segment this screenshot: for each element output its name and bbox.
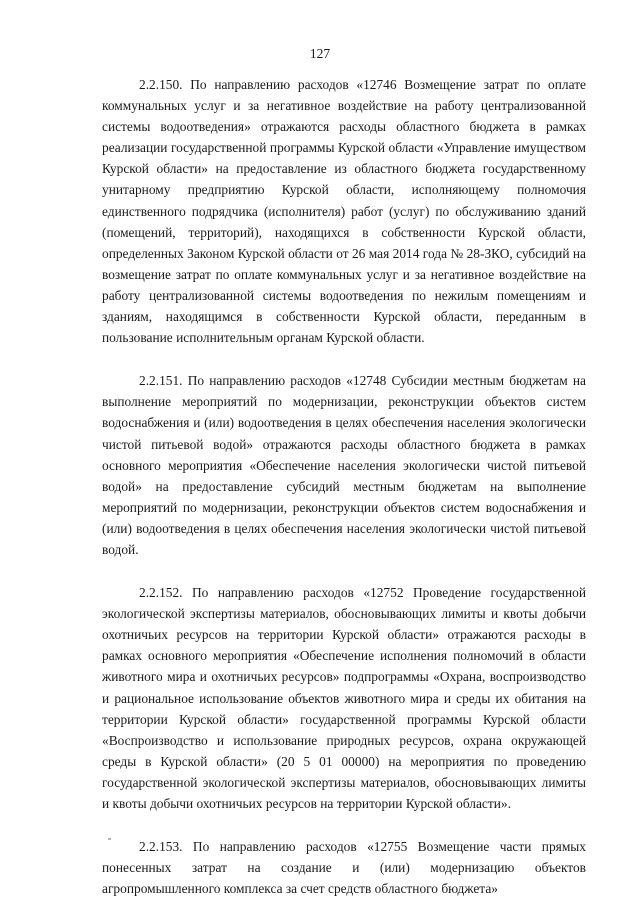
document-body xyxy=(102,74,586,921)
paragraph-2-2-150: 2.2.150. По направлению расходов «12746 Возмещение затрат по оплате коммунальных услуг и за негативное воздействие на работу централизованной системы водоотведения» отражаются расходы областного бюджета в рамках реализации государственной программы Курской области «Управление имуществом Курской области» на предоставление из областного бюджета государственному унитарному предприятию Курской области, исполняющему полномочия единственного подрядчика (исполнителя) работ (услуг) по обслуживанию зданий (помещений, территорий), находящихся в собственности Курской области, определенных Законом Курской области от 26 мая 2014 года № 28-ЗКО, субсидий на возмещение затрат по оплате коммунальных услуг и за негативное воздействие на работу централизованной системы водоотведения по нежилым помещениям и зданиям, находящимся в собственности Курской области, переданным в пользование исполнительным органам Курской области. xyxy=(102,77,586,346)
page-number: 127 xyxy=(309,46,331,61)
scan-artifact xyxy=(108,838,111,840)
paragraph-2-2-153: 2.2.153. По направлению расходов «12755 Возмещение части прямых понесенных затрат на создание и (или) модернизацию объектов агропромышленного комплекса за счет средств областного бюджета» xyxy=(102,839,586,897)
paragraph-2-2-151: 2.2.151. По направлению расходов «12748 Субсидии местным бюджетам на выполнение мероприятий по модернизации, реконструкции объектов систем водоснабжения и (или) водоотведения в целях обеспечения населения экологически чистой питьевой водой» отражаются расходы областного бюджета в рамках основного мероприятия «Обеспечение населения экологически чистой питьевой водой» на предоставление субсидий местным бюджетам на выполнение мероприятий по модернизации, реконструкции объектов систем водоснабжения и (или) водоотведения в целях обеспечения населения экологически чистой питьевой водой. xyxy=(102,373,586,557)
paragraph-2-2-152: 2.2.152. По направлению расходов «12752 Проведение государственной экологической экспертизы материалов, обосновывающих лимиты и квоты добычи охотничьих ресурсов на территории Курской области» отражаются расходы в рамках основного мероприятия «Обеспечение исполнения полномочий в области животного мира и охотничьих ресурсов» подпрограммы «Охрана, воспроизводство и рациональное использование объектов животного мира и среды их обитания на территории Курской области» государственной программы Курской области «Воспроизводство и использование природных ресурсов, охрана окружающей среды в Курской области» (20 5 01 00000) на мероприятия по проведению государственной экологической экспертизы материалов, обосновывающих лимиты и квоты добычи охотничьих ресурсов на территории Курской области». xyxy=(102,585,586,811)
